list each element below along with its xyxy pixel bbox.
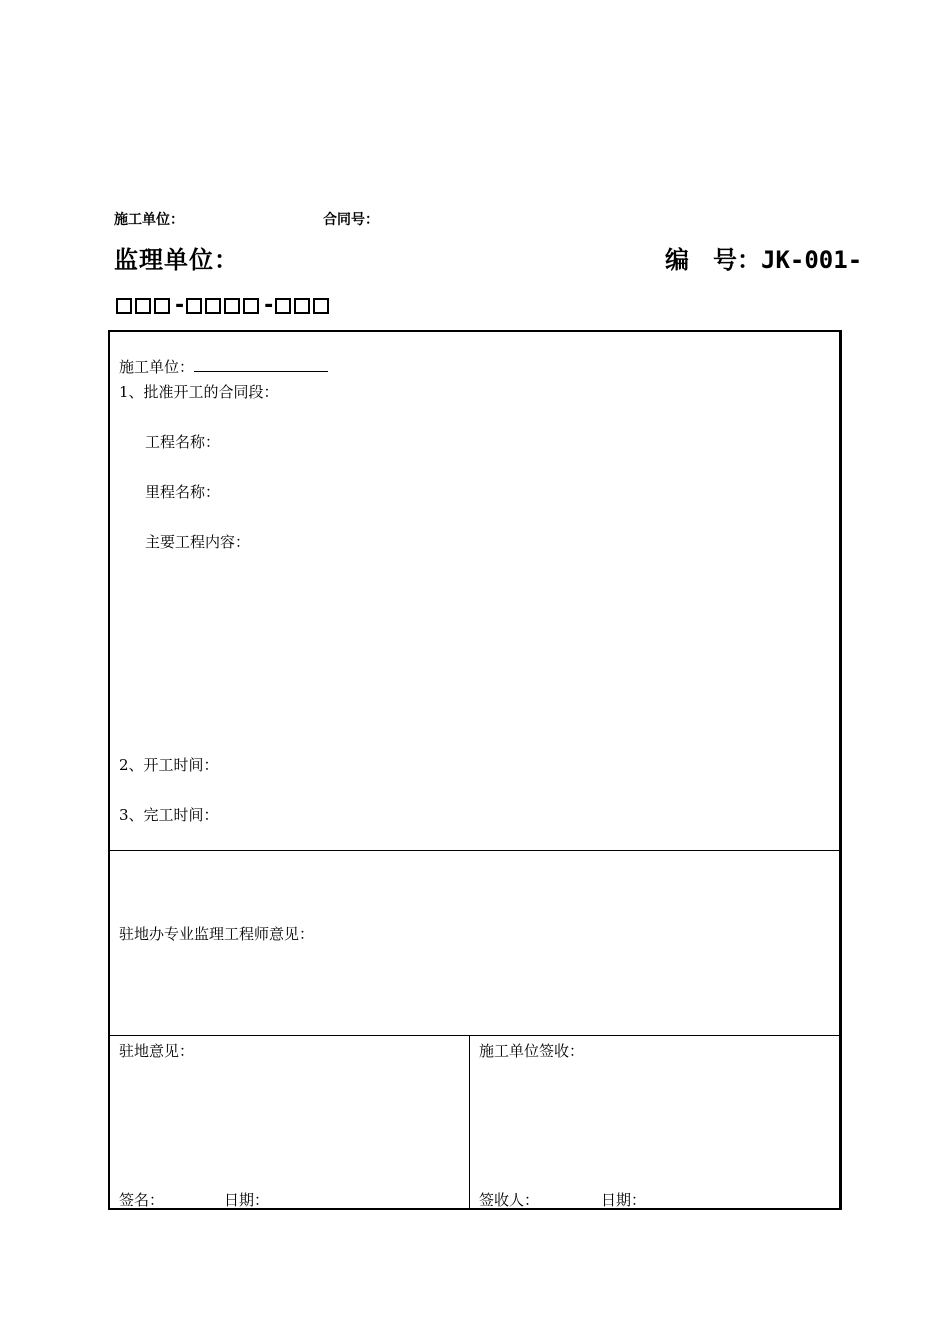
date-label-left: 日期： bbox=[224, 1191, 270, 1209]
serial-box bbox=[135, 298, 151, 314]
serial-box bbox=[313, 298, 329, 314]
serial-box bbox=[116, 298, 132, 314]
engineer-opinion-label: 驻地办专业监理工程师意见： bbox=[119, 925, 315, 943]
serial-box bbox=[205, 298, 221, 314]
column-divider bbox=[469, 1035, 470, 1208]
contractor-receipt-label: 施工单位签收： bbox=[479, 1042, 585, 1060]
date-label-right: 日期： bbox=[601, 1191, 647, 1209]
serial-box bbox=[243, 298, 259, 314]
serial-box bbox=[294, 298, 310, 314]
item2-label: 2、开工时间： bbox=[119, 756, 219, 774]
serial-box bbox=[275, 298, 291, 314]
mileage-name-label: 里程名称： bbox=[145, 483, 221, 501]
form-construction-unit-label: 施工单位： bbox=[119, 358, 195, 376]
serial-number-placeholder bbox=[116, 293, 332, 318]
item1-label: 1、批准开工的合同段： bbox=[119, 383, 279, 401]
main-content-label: 主要工程内容： bbox=[145, 533, 251, 551]
receiver-label: 签收人： bbox=[479, 1191, 540, 1209]
start-work-form-table bbox=[108, 330, 842, 1210]
serial-box bbox=[154, 298, 170, 314]
serial-box bbox=[186, 298, 202, 314]
serial-dash: - bbox=[264, 293, 274, 318]
signature-label: 签名： bbox=[119, 1191, 165, 1209]
section-divider bbox=[110, 1035, 839, 1036]
construction-unit-blank bbox=[194, 357, 328, 372]
serial-number-label: 编 号：JK-001- bbox=[665, 246, 863, 274]
resident-opinion-label: 驻地意见： bbox=[119, 1042, 195, 1060]
construction-unit-header-label: 施工单位： bbox=[114, 212, 184, 228]
section-divider bbox=[110, 850, 839, 851]
contract-no-label: 合同号： bbox=[323, 212, 379, 228]
form-construction-unit bbox=[119, 356, 328, 377]
serial-box bbox=[224, 298, 240, 314]
supervision-unit-label: 监理单位： bbox=[114, 246, 239, 274]
project-name-label: 工程名称： bbox=[145, 433, 221, 451]
serial-dash: - bbox=[175, 293, 185, 318]
item3-label: 3、完工时间： bbox=[119, 806, 219, 824]
